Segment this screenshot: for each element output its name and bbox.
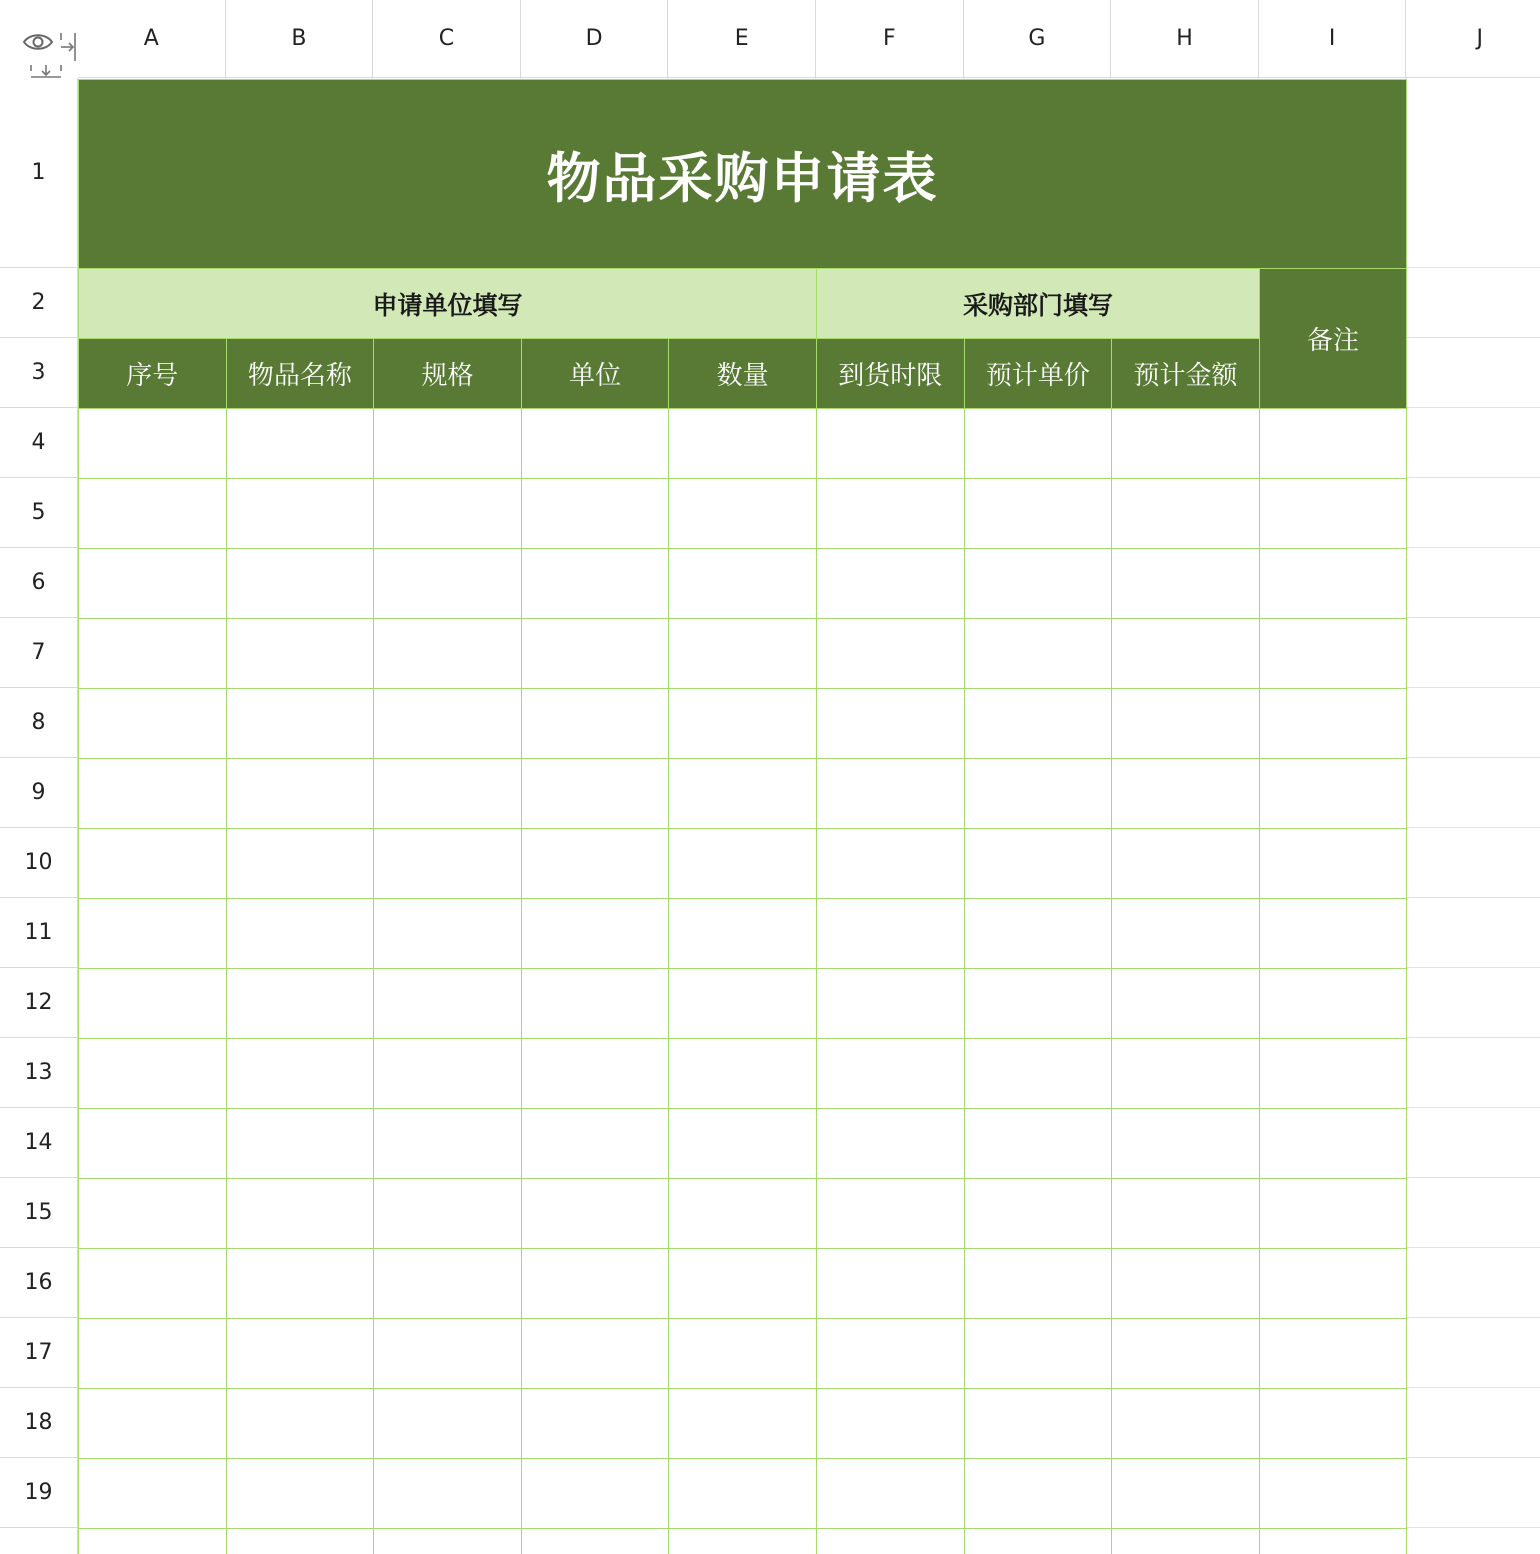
form-cell[interactable]: [1259, 898, 1408, 969]
grid-cell[interactable]: [1406, 1458, 1540, 1528]
form-cell[interactable]: [78, 478, 227, 549]
column-header-h[interactable]: H: [1111, 0, 1259, 78]
form-cell[interactable]: [78, 1318, 227, 1389]
form-cell[interactable]: [226, 688, 375, 759]
form-cell[interactable]: [521, 1108, 670, 1179]
form-cell[interactable]: [668, 1388, 817, 1459]
form-cell[interactable]: [373, 1178, 522, 1249]
form-cell[interactable]: [226, 968, 375, 1039]
form-cell[interactable]: [964, 478, 1113, 549]
form-cell[interactable]: [78, 828, 227, 899]
grid-cell[interactable]: [1406, 758, 1540, 828]
form-cell[interactable]: [668, 618, 817, 689]
form-cell[interactable]: [373, 968, 522, 1039]
select-all-corner[interactable]: [0, 0, 78, 78]
form-cell[interactable]: [1259, 1038, 1408, 1109]
form-cell[interactable]: [1111, 408, 1260, 479]
column-label-2[interactable]: 物品名称: [226, 338, 375, 409]
form-cell[interactable]: [1259, 1248, 1408, 1319]
form-cell[interactable]: [1111, 1458, 1260, 1529]
form-cell[interactable]: [373, 548, 522, 619]
form-cell[interactable]: [521, 1318, 670, 1389]
form-cell[interactable]: [226, 478, 375, 549]
grid-cell[interactable]: [1406, 1038, 1540, 1108]
grid-cell[interactable]: [1406, 338, 1540, 408]
section-applicant-header[interactable]: 申请单位填写: [78, 268, 817, 339]
form-cell[interactable]: [816, 408, 965, 479]
form-cell[interactable]: [1111, 828, 1260, 899]
form-cell[interactable]: [964, 898, 1113, 969]
form-cell[interactable]: [668, 1038, 817, 1109]
column-header-c[interactable]: C: [373, 0, 521, 78]
grid-cell[interactable]: [1406, 1318, 1540, 1388]
grid-cell[interactable]: [1406, 1108, 1540, 1178]
row-header-17[interactable]: 17: [0, 1318, 78, 1388]
grid-cell[interactable]: [1406, 1528, 1540, 1554]
form-cell[interactable]: [964, 1318, 1113, 1389]
form-cell[interactable]: [1111, 618, 1260, 689]
grid-cell[interactable]: [1406, 78, 1540, 268]
form-cell[interactable]: [668, 548, 817, 619]
form-cell[interactable]: [668, 408, 817, 479]
form-cell[interactable]: [1259, 968, 1408, 1039]
row-header-7[interactable]: 7: [0, 618, 78, 688]
form-cell[interactable]: [1259, 1178, 1408, 1249]
row-header-15[interactable]: 15: [0, 1178, 78, 1248]
form-cell[interactable]: [373, 1458, 522, 1529]
form-cell[interactable]: [1259, 548, 1408, 619]
row-header-5[interactable]: 5: [0, 478, 78, 548]
form-cell[interactable]: [226, 1318, 375, 1389]
form-cell[interactable]: [521, 1038, 670, 1109]
row-header-4[interactable]: 4: [0, 408, 78, 478]
grid-cell[interactable]: [1406, 478, 1540, 548]
form-cell[interactable]: [521, 1458, 670, 1529]
form-cell[interactable]: [1111, 478, 1260, 549]
column-label-8[interactable]: 预计金额: [1111, 338, 1260, 409]
form-cell[interactable]: [78, 548, 227, 619]
form-cell[interactable]: [1111, 898, 1260, 969]
section-purchasing-header[interactable]: 采购部门填写: [816, 268, 1260, 339]
form-cell[interactable]: [1259, 478, 1408, 549]
column-label-5[interactable]: 数量: [668, 338, 817, 409]
grid-cell[interactable]: [1406, 618, 1540, 688]
column-header-e[interactable]: E: [668, 0, 816, 78]
column-header-b[interactable]: B: [226, 0, 374, 78]
form-cell[interactable]: [226, 898, 375, 969]
form-cell[interactable]: [964, 548, 1113, 619]
form-cell[interactable]: [78, 1178, 227, 1249]
form-cell[interactable]: [521, 688, 670, 759]
form-cell[interactable]: [816, 758, 965, 829]
form-cell[interactable]: [78, 688, 227, 759]
form-cell[interactable]: [668, 1528, 817, 1554]
row-header-9[interactable]: 9: [0, 758, 78, 828]
form-cell[interactable]: [1111, 1318, 1260, 1389]
form-cell[interactable]: [373, 1388, 522, 1459]
form-cell[interactable]: [1259, 688, 1408, 759]
form-cell[interactable]: [668, 1248, 817, 1319]
grid-cell[interactable]: [1406, 828, 1540, 898]
grid-cell[interactable]: [1406, 268, 1540, 338]
form-cell[interactable]: [1111, 1178, 1260, 1249]
form-cell[interactable]: [521, 1528, 670, 1554]
form-cell[interactable]: [373, 898, 522, 969]
form-cell[interactable]: [816, 1178, 965, 1249]
form-cell[interactable]: [964, 1388, 1113, 1459]
column-header-d[interactable]: D: [521, 0, 669, 78]
form-cell[interactable]: [226, 408, 375, 479]
form-cell[interactable]: [1111, 1248, 1260, 1319]
form-cell[interactable]: [816, 1318, 965, 1389]
form-cell[interactable]: [1259, 1528, 1408, 1554]
form-cell[interactable]: [373, 688, 522, 759]
row-header-2[interactable]: 2: [0, 268, 78, 338]
form-cell[interactable]: [78, 1458, 227, 1529]
grid-cell[interactable]: [1406, 1178, 1540, 1248]
form-cell[interactable]: [1111, 1388, 1260, 1459]
column-header-i[interactable]: I: [1259, 0, 1407, 78]
column-label-7[interactable]: 预计单价: [964, 338, 1113, 409]
form-cell[interactable]: [1259, 828, 1408, 899]
form-cell[interactable]: [226, 1248, 375, 1319]
form-cell[interactable]: [1111, 548, 1260, 619]
form-cell[interactable]: [521, 828, 670, 899]
column-header-j[interactable]: J: [1406, 0, 1540, 78]
form-cell[interactable]: [1111, 968, 1260, 1039]
form-cell[interactable]: [816, 968, 965, 1039]
row-header-16[interactable]: 16: [0, 1248, 78, 1318]
grid-cell[interactable]: [1406, 898, 1540, 968]
form-cell[interactable]: [226, 1108, 375, 1179]
form-cell[interactable]: [816, 548, 965, 619]
form-cell[interactable]: [668, 968, 817, 1039]
form-cell[interactable]: [964, 1248, 1113, 1319]
grid-cell[interactable]: [1406, 968, 1540, 1038]
form-cell[interactable]: [373, 408, 522, 479]
form-cell[interactable]: [964, 1178, 1113, 1249]
form-cell[interactable]: [373, 758, 522, 829]
form-cell[interactable]: [816, 1388, 965, 1459]
form-cell[interactable]: [78, 1038, 227, 1109]
form-cell[interactable]: [78, 898, 227, 969]
form-cell[interactable]: [816, 1248, 965, 1319]
row-header-18[interactable]: 18: [0, 1388, 78, 1458]
form-cell[interactable]: [816, 898, 965, 969]
form-cell[interactable]: [226, 1458, 375, 1529]
form-cell[interactable]: [1111, 1108, 1260, 1179]
remarks-header[interactable]: 备注: [1259, 268, 1407, 409]
row-header-12[interactable]: 12: [0, 968, 78, 1038]
form-cell[interactable]: [226, 1038, 375, 1109]
form-cell[interactable]: [1111, 688, 1260, 759]
form-cell[interactable]: [226, 618, 375, 689]
form-cell[interactable]: [226, 828, 375, 899]
form-cell[interactable]: [373, 1108, 522, 1179]
form-cell[interactable]: [964, 1528, 1113, 1554]
form-cell[interactable]: [521, 478, 670, 549]
column-label-4[interactable]: 单位: [521, 338, 670, 409]
form-cell[interactable]: [668, 478, 817, 549]
form-cell[interactable]: [521, 898, 670, 969]
form-cell[interactable]: [964, 828, 1113, 899]
form-cell[interactable]: [373, 1528, 522, 1554]
form-cell[interactable]: [668, 688, 817, 759]
row-header-13[interactable]: 13: [0, 1038, 78, 1108]
column-header-f[interactable]: F: [816, 0, 964, 78]
form-cell[interactable]: [226, 758, 375, 829]
form-cell[interactable]: [226, 1528, 375, 1554]
form-cell[interactable]: [521, 1248, 670, 1319]
grid-cell[interactable]: [1406, 1248, 1540, 1318]
column-label-6[interactable]: 到货时限: [816, 338, 965, 409]
form-cell[interactable]: [521, 1178, 670, 1249]
form-cell[interactable]: [964, 688, 1113, 759]
column-header-a[interactable]: A: [78, 0, 226, 78]
form-cell[interactable]: [1259, 408, 1408, 479]
row-header-11[interactable]: 11: [0, 898, 78, 968]
form-cell[interactable]: [816, 688, 965, 759]
form-cell[interactable]: [816, 1458, 965, 1529]
form-cell[interactable]: [964, 618, 1113, 689]
row-header-14[interactable]: 14: [0, 1108, 78, 1178]
form-cell[interactable]: [521, 618, 670, 689]
form-cell[interactable]: [816, 1108, 965, 1179]
form-cell[interactable]: [521, 548, 670, 619]
form-cell[interactable]: [668, 898, 817, 969]
form-cell[interactable]: [78, 408, 227, 479]
form-cell[interactable]: [521, 408, 670, 479]
column-label-3[interactable]: 规格: [373, 338, 522, 409]
form-cell[interactable]: [1259, 1388, 1408, 1459]
form-cell[interactable]: [373, 828, 522, 899]
form-cell[interactable]: [964, 408, 1113, 479]
form-cell[interactable]: [1259, 1318, 1408, 1389]
grid-cell[interactable]: [1406, 1388, 1540, 1458]
form-cell[interactable]: [1111, 1038, 1260, 1109]
form-cell[interactable]: [816, 478, 965, 549]
form-cell[interactable]: [668, 1318, 817, 1389]
form-cell[interactable]: [521, 968, 670, 1039]
form-cell[interactable]: [521, 758, 670, 829]
form-cell[interactable]: [1111, 1528, 1260, 1554]
form-cell[interactable]: [373, 1038, 522, 1109]
row-header-8[interactable]: 8: [0, 688, 78, 758]
form-cell[interactable]: [521, 1388, 670, 1459]
form-cell[interactable]: [1259, 618, 1408, 689]
form-cell[interactable]: [226, 1178, 375, 1249]
form-cell[interactable]: [373, 1248, 522, 1319]
form-cell[interactable]: [78, 968, 227, 1039]
grid-cell[interactable]: [1406, 688, 1540, 758]
grid-cell[interactable]: [1406, 548, 1540, 618]
form-cell[interactable]: [668, 1178, 817, 1249]
form-cell[interactable]: [964, 758, 1113, 829]
row-header-10[interactable]: 10: [0, 828, 78, 898]
form-cell[interactable]: [1259, 1458, 1408, 1529]
form-cell[interactable]: [668, 1108, 817, 1179]
column-header-g[interactable]: G: [964, 0, 1112, 78]
form-cell[interactable]: [1111, 758, 1260, 829]
row-header-20[interactable]: [0, 1528, 78, 1554]
form-cell[interactable]: [78, 1108, 227, 1179]
form-cell[interactable]: [668, 758, 817, 829]
form-cell[interactable]: [78, 1388, 227, 1459]
form-cell[interactable]: [373, 618, 522, 689]
form-cell[interactable]: [964, 1108, 1113, 1179]
form-cell[interactable]: [373, 1318, 522, 1389]
form-cell[interactable]: [964, 1458, 1113, 1529]
eye-icon[interactable]: [22, 30, 54, 54]
form-cell[interactable]: [964, 968, 1113, 1039]
form-cell[interactable]: [78, 618, 227, 689]
form-cell[interactable]: [816, 1528, 965, 1554]
form-cell[interactable]: [668, 828, 817, 899]
form-cell[interactable]: [373, 478, 522, 549]
form-title[interactable]: 物品采购申请表: [78, 79, 1407, 269]
form-cell[interactable]: [226, 1388, 375, 1459]
form-cell[interactable]: [78, 1248, 227, 1319]
form-cell[interactable]: [668, 1458, 817, 1529]
row-header-3[interactable]: 3: [0, 338, 78, 408]
form-cell[interactable]: [78, 758, 227, 829]
form-cell[interactable]: [78, 1528, 227, 1554]
form-cell[interactable]: [964, 1038, 1113, 1109]
form-cell[interactable]: [816, 618, 965, 689]
form-cell[interactable]: [816, 828, 965, 899]
row-header-6[interactable]: 6: [0, 548, 78, 618]
form-cell[interactable]: [1259, 1108, 1408, 1179]
grid-cell[interactable]: [1406, 408, 1540, 478]
form-cell[interactable]: [816, 1038, 965, 1109]
form-cell[interactable]: [226, 548, 375, 619]
row-header-19[interactable]: 19: [0, 1458, 78, 1528]
row-header-1[interactable]: 1: [0, 78, 78, 268]
form-cell[interactable]: [1259, 758, 1408, 829]
column-label-1[interactable]: 序号: [78, 338, 227, 409]
